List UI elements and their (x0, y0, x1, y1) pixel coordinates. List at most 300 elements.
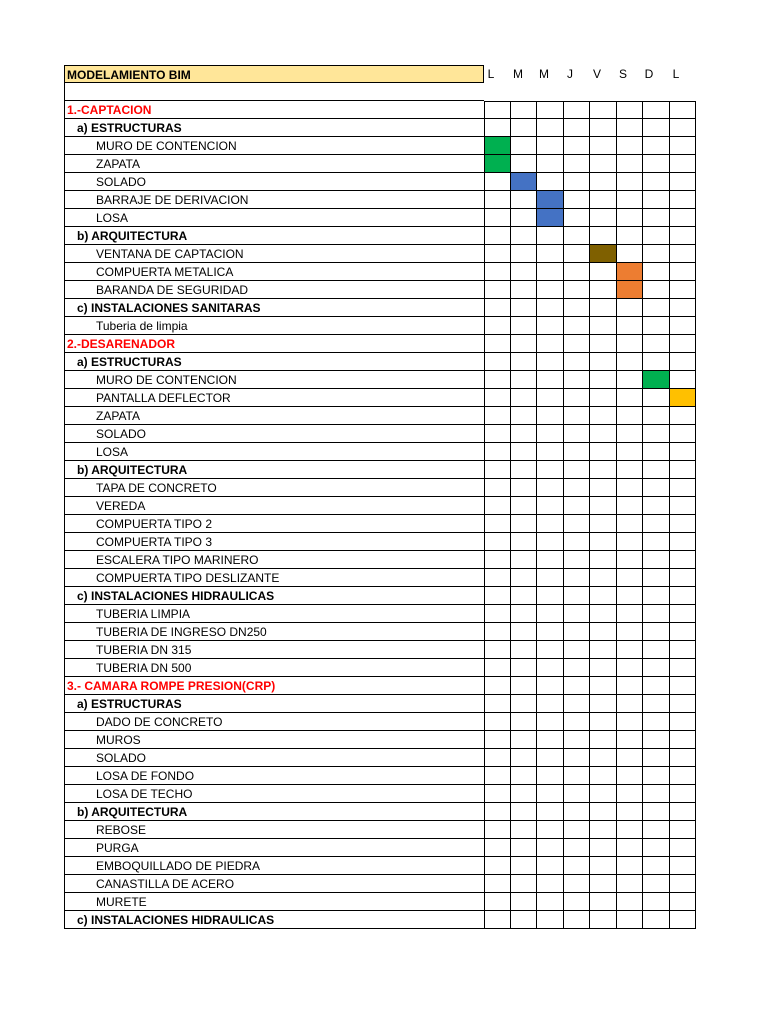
day-cell[interactable] (670, 785, 696, 803)
day-cell[interactable] (670, 425, 696, 443)
day-cell[interactable] (617, 569, 643, 587)
day-cell[interactable] (643, 101, 670, 119)
day-cell[interactable] (590, 569, 617, 587)
day-cell[interactable] (590, 677, 617, 695)
day-cell[interactable] (564, 767, 590, 785)
day-cell[interactable] (537, 263, 564, 281)
day-cell[interactable] (511, 335, 537, 353)
day-cell[interactable] (564, 731, 590, 749)
day-cell[interactable] (537, 713, 564, 731)
day-cell[interactable] (511, 515, 537, 533)
day-cell[interactable] (511, 893, 537, 911)
day-cell[interactable] (537, 623, 564, 641)
subsection-heading[interactable]: b) ARQUITECTURA (64, 461, 484, 479)
day-cell[interactable] (564, 407, 590, 425)
day-cell[interactable] (590, 605, 617, 623)
day-cell[interactable] (511, 641, 537, 659)
day-cell[interactable] (643, 425, 670, 443)
day-cell[interactable] (590, 353, 617, 371)
day-cell[interactable] (590, 515, 617, 533)
day-cell[interactable] (564, 461, 590, 479)
day-cell[interactable] (537, 335, 564, 353)
day-cell[interactable] (564, 173, 590, 191)
day-cell[interactable] (564, 497, 590, 515)
day-cell[interactable] (670, 659, 696, 677)
day-cell[interactable] (590, 461, 617, 479)
task-label[interactable]: COMPUERTA TIPO 3 (64, 533, 484, 551)
day-cell[interactable] (564, 335, 590, 353)
day-cell[interactable] (511, 101, 537, 119)
day-cell[interactable] (537, 587, 564, 605)
day-cell[interactable] (590, 317, 617, 335)
day-cell[interactable] (670, 515, 696, 533)
day-cell[interactable] (484, 695, 511, 713)
day-cell[interactable] (643, 479, 670, 497)
day-cell[interactable] (511, 209, 537, 227)
day-cell[interactable] (484, 443, 511, 461)
task-label[interactable]: VENTANA DE CAPTACION (64, 245, 484, 263)
day-cell[interactable] (617, 587, 643, 605)
day-cell[interactable] (537, 569, 564, 587)
day-cell[interactable] (511, 695, 537, 713)
day-cell[interactable] (590, 263, 617, 281)
day-cell[interactable] (670, 155, 696, 173)
day-cell[interactable] (670, 911, 696, 929)
day-cell[interactable] (511, 353, 537, 371)
task-label[interactable]: PANTALLA DEFLECTOR (64, 389, 484, 407)
day-cell[interactable] (537, 875, 564, 893)
day-cell[interactable] (617, 659, 643, 677)
day-cell[interactable] (484, 641, 511, 659)
day-cell[interactable] (484, 533, 511, 551)
day-cell[interactable] (643, 497, 670, 515)
scheduled-day-cell[interactable] (537, 209, 564, 227)
day-cell[interactable] (617, 893, 643, 911)
task-label[interactable]: COMPUERTA TIPO 2 (64, 515, 484, 533)
day-cell[interactable] (670, 371, 696, 389)
day-cell[interactable] (617, 227, 643, 245)
day-cell[interactable] (484, 371, 511, 389)
day-cell[interactable] (670, 245, 696, 263)
day-cell[interactable] (564, 569, 590, 587)
day-cell[interactable] (484, 479, 511, 497)
scheduled-day-cell[interactable] (643, 371, 670, 389)
task-label[interactable]: TUBERIA DN 315 (64, 641, 484, 659)
day-cell[interactable] (511, 569, 537, 587)
day-cell[interactable] (564, 803, 590, 821)
day-cell[interactable] (564, 641, 590, 659)
day-cell[interactable] (617, 713, 643, 731)
day-cell[interactable] (537, 317, 564, 335)
day-cell[interactable] (590, 119, 617, 137)
subsection-heading[interactable]: c) INSTALACIONES HIDRAULICAS (64, 587, 484, 605)
day-cell[interactable] (590, 767, 617, 785)
day-cell[interactable] (590, 659, 617, 677)
day-cell[interactable] (537, 371, 564, 389)
task-label[interactable]: SOLADO (64, 425, 484, 443)
day-cell[interactable] (670, 875, 696, 893)
day-cell[interactable] (484, 173, 511, 191)
day-cell[interactable] (537, 767, 564, 785)
day-cell[interactable] (564, 155, 590, 173)
day-cell[interactable] (484, 101, 511, 119)
day-cell[interactable] (643, 857, 670, 875)
day-cell[interactable] (511, 551, 537, 569)
task-label[interactable]: SOLADO (64, 173, 484, 191)
day-cell[interactable] (590, 281, 617, 299)
day-cell[interactable] (511, 605, 537, 623)
day-cell[interactable] (484, 623, 511, 641)
day-cell[interactable] (670, 353, 696, 371)
day-cell[interactable] (617, 497, 643, 515)
day-cell[interactable] (511, 137, 537, 155)
day-cell[interactable] (643, 803, 670, 821)
day-cell[interactable] (537, 461, 564, 479)
day-cell[interactable] (643, 353, 670, 371)
day-cell[interactable] (617, 749, 643, 767)
day-cell[interactable] (643, 677, 670, 695)
day-cell[interactable] (537, 533, 564, 551)
day-cell[interactable] (590, 641, 617, 659)
subsection-heading[interactable]: b) ARQUITECTURA (64, 227, 484, 245)
day-cell[interactable] (564, 227, 590, 245)
day-cell[interactable] (643, 587, 670, 605)
day-cell[interactable] (484, 569, 511, 587)
day-cell[interactable] (511, 911, 537, 929)
day-cell[interactable] (511, 317, 537, 335)
day-cell[interactable] (670, 749, 696, 767)
day-cell[interactable] (590, 821, 617, 839)
day-cell[interactable] (590, 209, 617, 227)
day-cell[interactable] (643, 443, 670, 461)
day-cell[interactable] (484, 785, 511, 803)
day-cell[interactable] (670, 857, 696, 875)
day-cell[interactable] (670, 587, 696, 605)
day-cell[interactable] (564, 533, 590, 551)
day-cell[interactable] (564, 281, 590, 299)
day-cell[interactable] (484, 209, 511, 227)
day-cell[interactable] (564, 695, 590, 713)
blank-cell[interactable] (64, 83, 484, 101)
task-label[interactable]: SOLADO (64, 749, 484, 767)
day-cell[interactable] (590, 875, 617, 893)
day-cell[interactable] (670, 713, 696, 731)
day-cell[interactable] (564, 371, 590, 389)
day-cell[interactable] (643, 461, 670, 479)
day-cell[interactable] (484, 821, 511, 839)
day-cell[interactable] (564, 317, 590, 335)
day-cell[interactable] (617, 335, 643, 353)
day-cell[interactable] (484, 803, 511, 821)
day-cell[interactable] (511, 731, 537, 749)
day-cell[interactable] (670, 335, 696, 353)
day-cell[interactable] (643, 155, 670, 173)
day-cell[interactable] (564, 623, 590, 641)
day-cell[interactable] (537, 479, 564, 497)
day-cell[interactable] (590, 497, 617, 515)
day-cell[interactable] (484, 767, 511, 785)
task-label[interactable]: MURETE (64, 893, 484, 911)
day-cell[interactable] (537, 677, 564, 695)
day-cell[interactable] (511, 623, 537, 641)
day-cell[interactable] (590, 371, 617, 389)
day-cell[interactable] (537, 497, 564, 515)
day-cell[interactable] (617, 299, 643, 317)
day-cell[interactable] (617, 425, 643, 443)
task-label[interactable]: TAPA DE CONCRETO (64, 479, 484, 497)
day-cell[interactable] (617, 839, 643, 857)
day-cell[interactable] (511, 263, 537, 281)
task-label[interactable]: DADO DE CONCRETO (64, 713, 484, 731)
day-cell[interactable] (511, 371, 537, 389)
day-cell[interactable] (511, 803, 537, 821)
day-cell[interactable] (484, 227, 511, 245)
scheduled-day-cell[interactable] (484, 155, 511, 173)
day-cell[interactable] (590, 299, 617, 317)
day-cell[interactable] (511, 497, 537, 515)
day-cell[interactable] (643, 785, 670, 803)
day-cell[interactable] (590, 839, 617, 857)
day-cell[interactable] (670, 479, 696, 497)
day-cell[interactable] (511, 191, 537, 209)
day-cell[interactable] (670, 623, 696, 641)
day-cell[interactable] (617, 371, 643, 389)
day-cell[interactable] (617, 731, 643, 749)
day-cell[interactable] (670, 299, 696, 317)
day-cell[interactable] (590, 911, 617, 929)
day-cell[interactable] (617, 695, 643, 713)
day-cell[interactable] (564, 587, 590, 605)
scheduled-day-cell[interactable] (511, 173, 537, 191)
day-cell[interactable] (590, 623, 617, 641)
day-cell[interactable] (537, 389, 564, 407)
day-cell[interactable] (537, 803, 564, 821)
day-cell[interactable] (511, 245, 537, 263)
sheet-title[interactable]: MODELAMIENTO BIM (64, 65, 484, 83)
day-cell[interactable] (670, 317, 696, 335)
day-cell[interactable] (564, 191, 590, 209)
day-cell[interactable] (643, 551, 670, 569)
day-cell[interactable] (537, 659, 564, 677)
day-cell[interactable] (643, 911, 670, 929)
day-cell[interactable] (590, 191, 617, 209)
day-cell[interactable] (670, 497, 696, 515)
day-cell[interactable] (537, 821, 564, 839)
day-cell[interactable] (564, 857, 590, 875)
day-cell[interactable] (617, 821, 643, 839)
scheduled-day-cell[interactable] (484, 137, 511, 155)
day-cell[interactable] (643, 641, 670, 659)
day-cell[interactable] (670, 137, 696, 155)
task-label[interactable]: MURO DE CONTENCION (64, 371, 484, 389)
day-cell[interactable] (617, 677, 643, 695)
day-cell[interactable] (484, 119, 511, 137)
day-cell[interactable] (670, 101, 696, 119)
day-cell[interactable] (590, 155, 617, 173)
day-cell[interactable] (511, 875, 537, 893)
day-cell[interactable] (484, 515, 511, 533)
day-cell[interactable] (643, 299, 670, 317)
day-cell[interactable] (670, 677, 696, 695)
day-cell[interactable] (617, 551, 643, 569)
day-cell[interactable] (537, 137, 564, 155)
day-cell[interactable] (511, 299, 537, 317)
day-cell[interactable] (484, 263, 511, 281)
day-cell[interactable] (537, 515, 564, 533)
day-cell[interactable] (484, 389, 511, 407)
day-cell[interactable] (617, 785, 643, 803)
day-cell[interactable] (484, 281, 511, 299)
day-cell[interactable] (617, 245, 643, 263)
day-cell[interactable] (511, 659, 537, 677)
day-cell[interactable] (617, 803, 643, 821)
day-cell[interactable] (617, 533, 643, 551)
day-cell[interactable] (511, 461, 537, 479)
day-cell[interactable] (590, 137, 617, 155)
day-cell[interactable] (643, 263, 670, 281)
task-label[interactable]: LOSA (64, 209, 484, 227)
day-cell[interactable] (590, 785, 617, 803)
day-cell[interactable] (643, 137, 670, 155)
day-cell[interactable] (643, 695, 670, 713)
day-cell[interactable] (617, 623, 643, 641)
day-cell[interactable] (643, 227, 670, 245)
day-cell[interactable] (670, 209, 696, 227)
day-cell[interactable] (511, 425, 537, 443)
day-cell[interactable] (643, 821, 670, 839)
day-cell[interactable] (537, 443, 564, 461)
day-cell[interactable] (484, 551, 511, 569)
day-cell[interactable] (484, 425, 511, 443)
day-cell[interactable] (564, 209, 590, 227)
day-cell[interactable] (537, 911, 564, 929)
task-label[interactable]: ZAPATA (64, 407, 484, 425)
day-cell[interactable] (537, 353, 564, 371)
day-cell[interactable] (537, 299, 564, 317)
day-cell[interactable] (670, 119, 696, 137)
day-cell[interactable] (590, 803, 617, 821)
day-cell[interactable] (670, 461, 696, 479)
day-cell[interactable] (564, 425, 590, 443)
day-cell[interactable] (643, 389, 670, 407)
day-cell[interactable] (564, 893, 590, 911)
day-cell[interactable] (617, 119, 643, 137)
day-cell[interactable] (537, 749, 564, 767)
day-cell[interactable] (484, 839, 511, 857)
day-cell[interactable] (537, 173, 564, 191)
day-cell[interactable] (617, 857, 643, 875)
day-cell[interactable] (643, 875, 670, 893)
day-cell[interactable] (537, 857, 564, 875)
day-cell[interactable] (590, 407, 617, 425)
day-cell[interactable] (617, 875, 643, 893)
day-cell[interactable] (484, 731, 511, 749)
day-cell[interactable] (511, 713, 537, 731)
day-cell[interactable] (537, 551, 564, 569)
subsection-heading[interactable]: c) INSTALACIONES HIDRAULICAS (64, 911, 484, 929)
day-cell[interactable] (484, 605, 511, 623)
day-cell[interactable] (484, 497, 511, 515)
day-cell[interactable] (643, 839, 670, 857)
day-cell[interactable] (670, 803, 696, 821)
day-cell[interactable] (617, 101, 643, 119)
day-cell[interactable] (484, 893, 511, 911)
day-cell[interactable] (484, 191, 511, 209)
day-cell[interactable] (564, 821, 590, 839)
day-cell[interactable] (670, 893, 696, 911)
task-label[interactable]: CANASTILLA DE ACERO (64, 875, 484, 893)
day-cell[interactable] (484, 335, 511, 353)
day-cell[interactable] (590, 893, 617, 911)
day-cell[interactable] (537, 731, 564, 749)
day-cell[interactable] (617, 479, 643, 497)
day-cell[interactable] (564, 389, 590, 407)
day-cell[interactable] (590, 857, 617, 875)
scheduled-day-cell[interactable] (617, 263, 643, 281)
day-cell[interactable] (564, 299, 590, 317)
day-cell[interactable] (670, 695, 696, 713)
day-cell[interactable] (617, 515, 643, 533)
day-cell[interactable] (617, 137, 643, 155)
day-cell[interactable] (617, 389, 643, 407)
day-cell[interactable] (511, 749, 537, 767)
day-cell[interactable] (670, 731, 696, 749)
task-label[interactable]: BARRAJE DE DERIVACION (64, 191, 484, 209)
day-cell[interactable] (511, 389, 537, 407)
day-cell[interactable] (484, 911, 511, 929)
day-cell[interactable] (484, 461, 511, 479)
task-label[interactable]: TUBERIA LIMPIA (64, 605, 484, 623)
task-label[interactable]: COMPUERTA METALICA (64, 263, 484, 281)
day-cell[interactable] (643, 317, 670, 335)
day-cell[interactable] (564, 659, 590, 677)
day-cell[interactable] (643, 281, 670, 299)
day-cell[interactable] (537, 119, 564, 137)
day-cell[interactable] (511, 839, 537, 857)
subsection-heading[interactable]: a) ESTRUCTURAS (64, 695, 484, 713)
day-cell[interactable] (643, 173, 670, 191)
day-cell[interactable] (643, 209, 670, 227)
day-cell[interactable] (564, 101, 590, 119)
day-cell[interactable] (564, 875, 590, 893)
day-cell[interactable] (511, 155, 537, 173)
day-cell[interactable] (643, 533, 670, 551)
day-cell[interactable] (670, 641, 696, 659)
day-cell[interactable] (484, 245, 511, 263)
day-cell[interactable] (590, 749, 617, 767)
day-cell[interactable] (670, 605, 696, 623)
day-cell[interactable] (670, 281, 696, 299)
day-cell[interactable] (670, 407, 696, 425)
day-cell[interactable] (617, 461, 643, 479)
day-cell[interactable] (643, 659, 670, 677)
day-cell[interactable] (590, 443, 617, 461)
day-cell[interactable] (537, 101, 564, 119)
task-label[interactable]: REBOSE (64, 821, 484, 839)
day-cell[interactable] (590, 713, 617, 731)
day-cell[interactable] (511, 821, 537, 839)
task-label[interactable]: LOSA DE TECHO (64, 785, 484, 803)
day-cell[interactable] (484, 353, 511, 371)
day-cell[interactable] (643, 407, 670, 425)
task-label[interactable]: COMPUERTA TIPO DESLIZANTE (64, 569, 484, 587)
task-label[interactable]: EMBOQUILLADO DE PIEDRA (64, 857, 484, 875)
section-heading[interactable]: 3.- CAMARA ROMPE PRESION(CRP) (64, 677, 484, 695)
day-cell[interactable] (617, 317, 643, 335)
day-cell[interactable] (537, 695, 564, 713)
subsection-heading[interactable]: c) INSTALACIONES SANITARAS (64, 299, 484, 317)
day-cell[interactable] (590, 425, 617, 443)
